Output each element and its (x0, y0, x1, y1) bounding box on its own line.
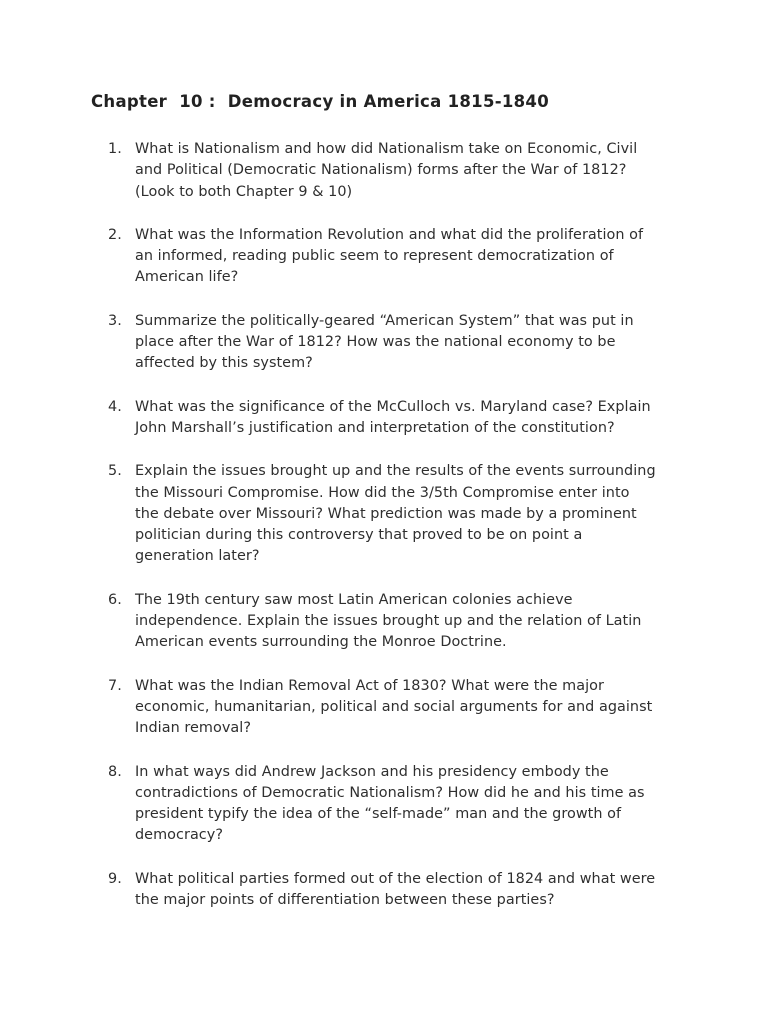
question-line: democracy? (135, 827, 224, 844)
question-item-6 (108, 590, 678, 654)
question-number: 6. (108, 591, 122, 608)
question-number: 4. (108, 398, 122, 415)
question-text (135, 869, 678, 912)
question-line: an informed, reading public seem to represent democratization of (135, 248, 614, 265)
question-line: What was the significance of the McCulloch vs. Maryland case? Explain (135, 398, 651, 415)
question-number: 8. (108, 763, 122, 780)
question-line: The 19th century saw most Latin American colonies achieve (135, 591, 573, 608)
question-line: What was the Information Revolution and what did the proliferation of (135, 226, 644, 243)
chapter-title: Chapter 10 : Democracy in America 1815-1840 (91, 92, 549, 111)
question-line: American life? (135, 269, 239, 286)
question-line: What political parties formed out of the election of 1824 and what were (135, 870, 656, 887)
question-line: generation later? (135, 548, 260, 565)
question-line: (Look to both Chapter 9 & 10) (135, 183, 353, 200)
question-line: What is Nationalism and how did Nationalism take on Economic, Civil (135, 141, 638, 157)
question-text (135, 139, 678, 203)
question-text (135, 461, 678, 567)
question-line: president typify the idea of the “self-made” man and the growth of (135, 806, 622, 823)
question-text (135, 225, 678, 289)
question-item-7 (108, 676, 678, 740)
question-item-5 (108, 461, 678, 567)
question-text (135, 762, 678, 847)
question-line: Summarize the politically-geared “American System” that was put in (135, 312, 634, 329)
question-item-4 (108, 397, 678, 440)
question-line: John Marshall’s justification and interpretation of the constitution? (135, 419, 615, 436)
question-text (135, 397, 678, 440)
question-number: 3. (108, 312, 122, 329)
question-number: 9. (108, 870, 122, 887)
question-item-2 (108, 225, 678, 289)
question-line: What was the Indian Removal Act of 1830? What were the major (135, 677, 604, 694)
question-line: Indian removal? (135, 720, 252, 737)
question-line: American events surrounding the Monroe Doctrine. (135, 634, 507, 651)
question-text (135, 311, 678, 375)
question-line: the Missouri Compromise. How did the 3/5th Compromise enter into (135, 484, 630, 501)
question-item-8 (108, 762, 678, 847)
question-line: the major points of differentiation between these parties? (135, 892, 555, 909)
question-list (108, 139, 678, 911)
question-item-1 (108, 139, 678, 203)
question-number: 5. (108, 463, 122, 480)
question-line: and Political (Democratic Nationalism) forms after the War of 1812? (135, 162, 627, 179)
question-line: economic, humanitarian, political and social arguments for and against (135, 698, 653, 715)
question-text (135, 676, 678, 740)
question-text (135, 590, 678, 654)
question-line: affected by this system? (135, 355, 313, 372)
question-line: Explain the issues brought up and the results of the events surrounding (135, 463, 656, 480)
question-line: the debate over Missouri? What prediction was made by a prominent (135, 505, 637, 522)
question-line: In what ways did Andrew Jackson and his presidency embody the (135, 763, 609, 780)
question-item-3 (108, 311, 678, 375)
question-line: contradictions of Democratic Nationalism? How did he and his time as (135, 784, 645, 801)
question-line: independence. Explain the issues brought up and the relation of Latin (135, 613, 642, 630)
question-number: 7. (108, 677, 122, 694)
question-number: 2. (108, 226, 122, 243)
question-line: place after the War of 1812? How was the national economy to be (135, 334, 616, 351)
question-line: politician during this controversy that proved to be on point a (135, 527, 583, 544)
question-item-9 (108, 869, 678, 912)
question-number: 1. (108, 141, 122, 157)
